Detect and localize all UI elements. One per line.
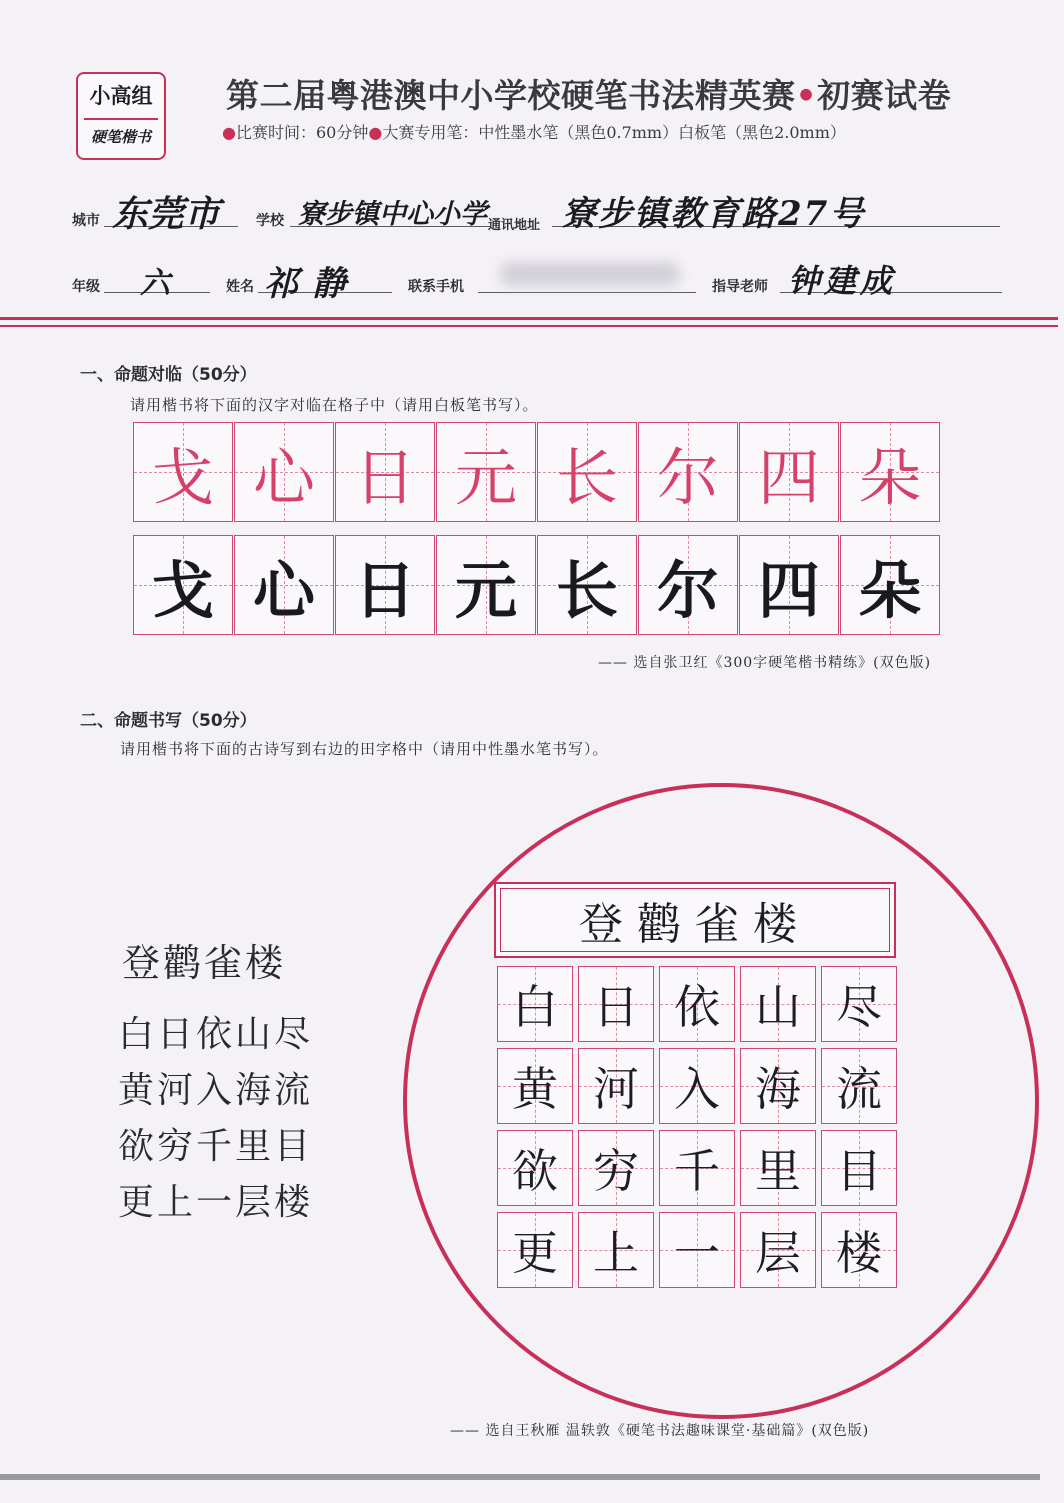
poem-char: 日: [593, 980, 639, 1034]
section1-instruction: 请用楷书将下面的汉字对临在格子中（请用白板笔书写）。: [130, 396, 539, 414]
written-cell[interactable]: [739, 535, 839, 635]
poem-cell[interactable]: [578, 966, 654, 1042]
written-grid-row[interactable]: [133, 535, 941, 635]
written-cell[interactable]: [638, 535, 738, 635]
poem-char: 上: [593, 1226, 639, 1280]
exam-time: 比赛时间：60分钟: [235, 123, 369, 142]
poem-char: 欲: [512, 1144, 558, 1198]
phone-redacted: [500, 262, 680, 286]
poem-grid-row[interactable]: [497, 1048, 902, 1124]
teacher-value[interactable]: 钟建成: [788, 262, 897, 300]
city-label: 城市: [72, 213, 100, 229]
group-badge: [76, 72, 166, 160]
written-cell[interactable]: [133, 535, 233, 635]
model-char: 心: [252, 440, 315, 514]
poem-grid-row[interactable]: [497, 1130, 902, 1206]
poem-char: 流: [836, 1062, 882, 1116]
poem-cell[interactable]: [578, 1048, 654, 1124]
header-divider: [0, 317, 1058, 320]
poem-char: 更: [512, 1226, 558, 1280]
poem-cell[interactable]: [497, 1212, 573, 1288]
name-value[interactable]: 祁静: [264, 264, 360, 304]
poem-char: 依: [674, 980, 720, 1034]
poem-cell[interactable]: [578, 1212, 654, 1288]
poem-cell[interactable]: [740, 1048, 816, 1124]
poem-cell[interactable]: [578, 1130, 654, 1206]
section1-heading: 一、命题对临（50分）: [80, 365, 257, 385]
poem-line: 白日依山尽: [118, 1014, 314, 1055]
written-cell[interactable]: [234, 535, 334, 635]
badge-category-label: 硬笔楷书: [90, 128, 151, 146]
poem-char: 海: [755, 1062, 801, 1116]
section2-heading: 二、命题书写（50分）: [80, 711, 257, 731]
page-title: [226, 70, 951, 117]
poem-cell[interactable]: [659, 1130, 735, 1206]
model-cell: [638, 422, 738, 522]
school-value[interactable]: 寮步镇中心小学: [298, 199, 487, 230]
section2-credit: —— 选自王秋雁 温轶敦《硬笔书法趣味课堂·基础篇》(双色版): [450, 1423, 870, 1439]
written-cell[interactable]: [436, 535, 536, 635]
address-label: 通讯地址: [488, 218, 541, 233]
model-char: 元: [454, 440, 517, 514]
badge-group-label: 小高组: [89, 84, 153, 108]
address-value[interactable]: 寮步镇教育路27号: [562, 194, 866, 234]
model-cell: [234, 422, 334, 522]
name-label: 姓名: [226, 279, 254, 295]
model-char: 日: [353, 440, 416, 514]
grade-value[interactable]: 六: [140, 266, 170, 301]
poem-cell[interactable]: [740, 1130, 816, 1206]
poem-line: 欲穷千里目: [118, 1126, 314, 1167]
school-label: 学校: [256, 213, 284, 229]
phone-line: [478, 292, 696, 293]
header-divider-thin: [0, 325, 1058, 327]
written-char: 尔: [656, 553, 719, 627]
poem-cell[interactable]: [497, 1130, 573, 1206]
written-poem-title: 登鹳雀楼: [500, 888, 890, 952]
poem-char: 一: [674, 1226, 720, 1280]
model-char: 尔: [656, 440, 719, 514]
written-char: 四: [757, 553, 820, 627]
phone-label: 联系手机: [408, 279, 464, 295]
written-cell[interactable]: [537, 535, 637, 635]
poem-line: 更上一层楼: [118, 1182, 314, 1223]
poem-char: 目: [836, 1144, 882, 1198]
poem-char: 河: [593, 1062, 639, 1116]
poem-char: 入: [674, 1062, 720, 1116]
footer-bar: [0, 1474, 1040, 1480]
title-tail: 初赛试卷: [817, 76, 952, 115]
model-char: 四: [757, 440, 820, 514]
poem-cell[interactable]: [821, 1130, 897, 1206]
pen-requirement: 大赛专用笔：中性墨水笔（黑色0.7mm）白板笔（黑色2.0mm）: [382, 123, 846, 142]
bullet-icon: ●: [222, 123, 236, 142]
poem-char: 山: [755, 980, 801, 1034]
poem-cell[interactable]: [740, 966, 816, 1042]
written-char: 元: [454, 553, 517, 627]
written-char: 日: [353, 553, 416, 627]
model-cell: [739, 422, 839, 522]
poem-cell[interactable]: [821, 966, 897, 1042]
poem-cell[interactable]: [497, 966, 573, 1042]
model-cell: [436, 422, 536, 522]
poem-cell[interactable]: [497, 1048, 573, 1124]
written-char: 戈: [151, 553, 214, 627]
poem-char: 黄: [512, 1062, 558, 1116]
poem-grid-row[interactable]: [497, 1212, 902, 1288]
poem-grid-row[interactable]: [497, 966, 902, 1042]
city-value[interactable]: 东莞市: [112, 193, 221, 235]
poem-cell[interactable]: [821, 1048, 897, 1124]
poem-char: 尽: [836, 980, 882, 1034]
poem-char: 千: [674, 1144, 720, 1198]
model-char: 长: [555, 440, 618, 514]
poem-char: 白: [512, 980, 558, 1034]
written-cell[interactable]: [840, 535, 940, 635]
teacher-label: 指导老师: [712, 279, 768, 295]
model-cell: [133, 422, 233, 522]
grade-label: 年级: [72, 279, 100, 295]
title-dot: •: [795, 76, 818, 115]
badge-divider: [84, 118, 158, 120]
poem-cell[interactable]: [659, 1048, 735, 1124]
written-cell[interactable]: [335, 535, 435, 635]
poem-char: 楼: [836, 1226, 882, 1280]
poem-char: 穷: [593, 1144, 639, 1198]
model-char: 戈: [151, 440, 214, 514]
poem-cell[interactable]: [821, 1212, 897, 1288]
poem-line: 黄河入海流: [118, 1070, 314, 1111]
written-char: 心: [252, 553, 315, 627]
model-cell: [537, 422, 637, 522]
model-char: 朵: [858, 440, 921, 514]
model-cell: [840, 422, 940, 522]
poem-title: 登鹳雀楼: [122, 941, 287, 985]
written-char: 朵: [858, 553, 921, 627]
exam-info: [222, 120, 846, 143]
section2-instruction: 请用楷书将下面的古诗写到右边的田字格中（请用中性墨水笔书写）。: [120, 740, 609, 758]
title-main: 第二届粤港澳中小学校硬笔书法精英赛: [226, 76, 796, 115]
poem-cell[interactable]: [740, 1212, 816, 1288]
model-cell: [335, 422, 435, 522]
bullet-icon: ●: [368, 123, 383, 142]
model-grid-row: [133, 422, 941, 522]
poem-cell[interactable]: [659, 1212, 735, 1288]
poem-char: 里: [755, 1144, 801, 1198]
written-char: 长: [555, 553, 618, 627]
poem-cell[interactable]: [659, 966, 735, 1042]
section1-credit: —— 选自张卫红《300字硬笔楷书精练》(双色版): [598, 655, 932, 671]
poem-title-box[interactable]: [494, 882, 896, 958]
poem-char: 层: [755, 1226, 801, 1280]
